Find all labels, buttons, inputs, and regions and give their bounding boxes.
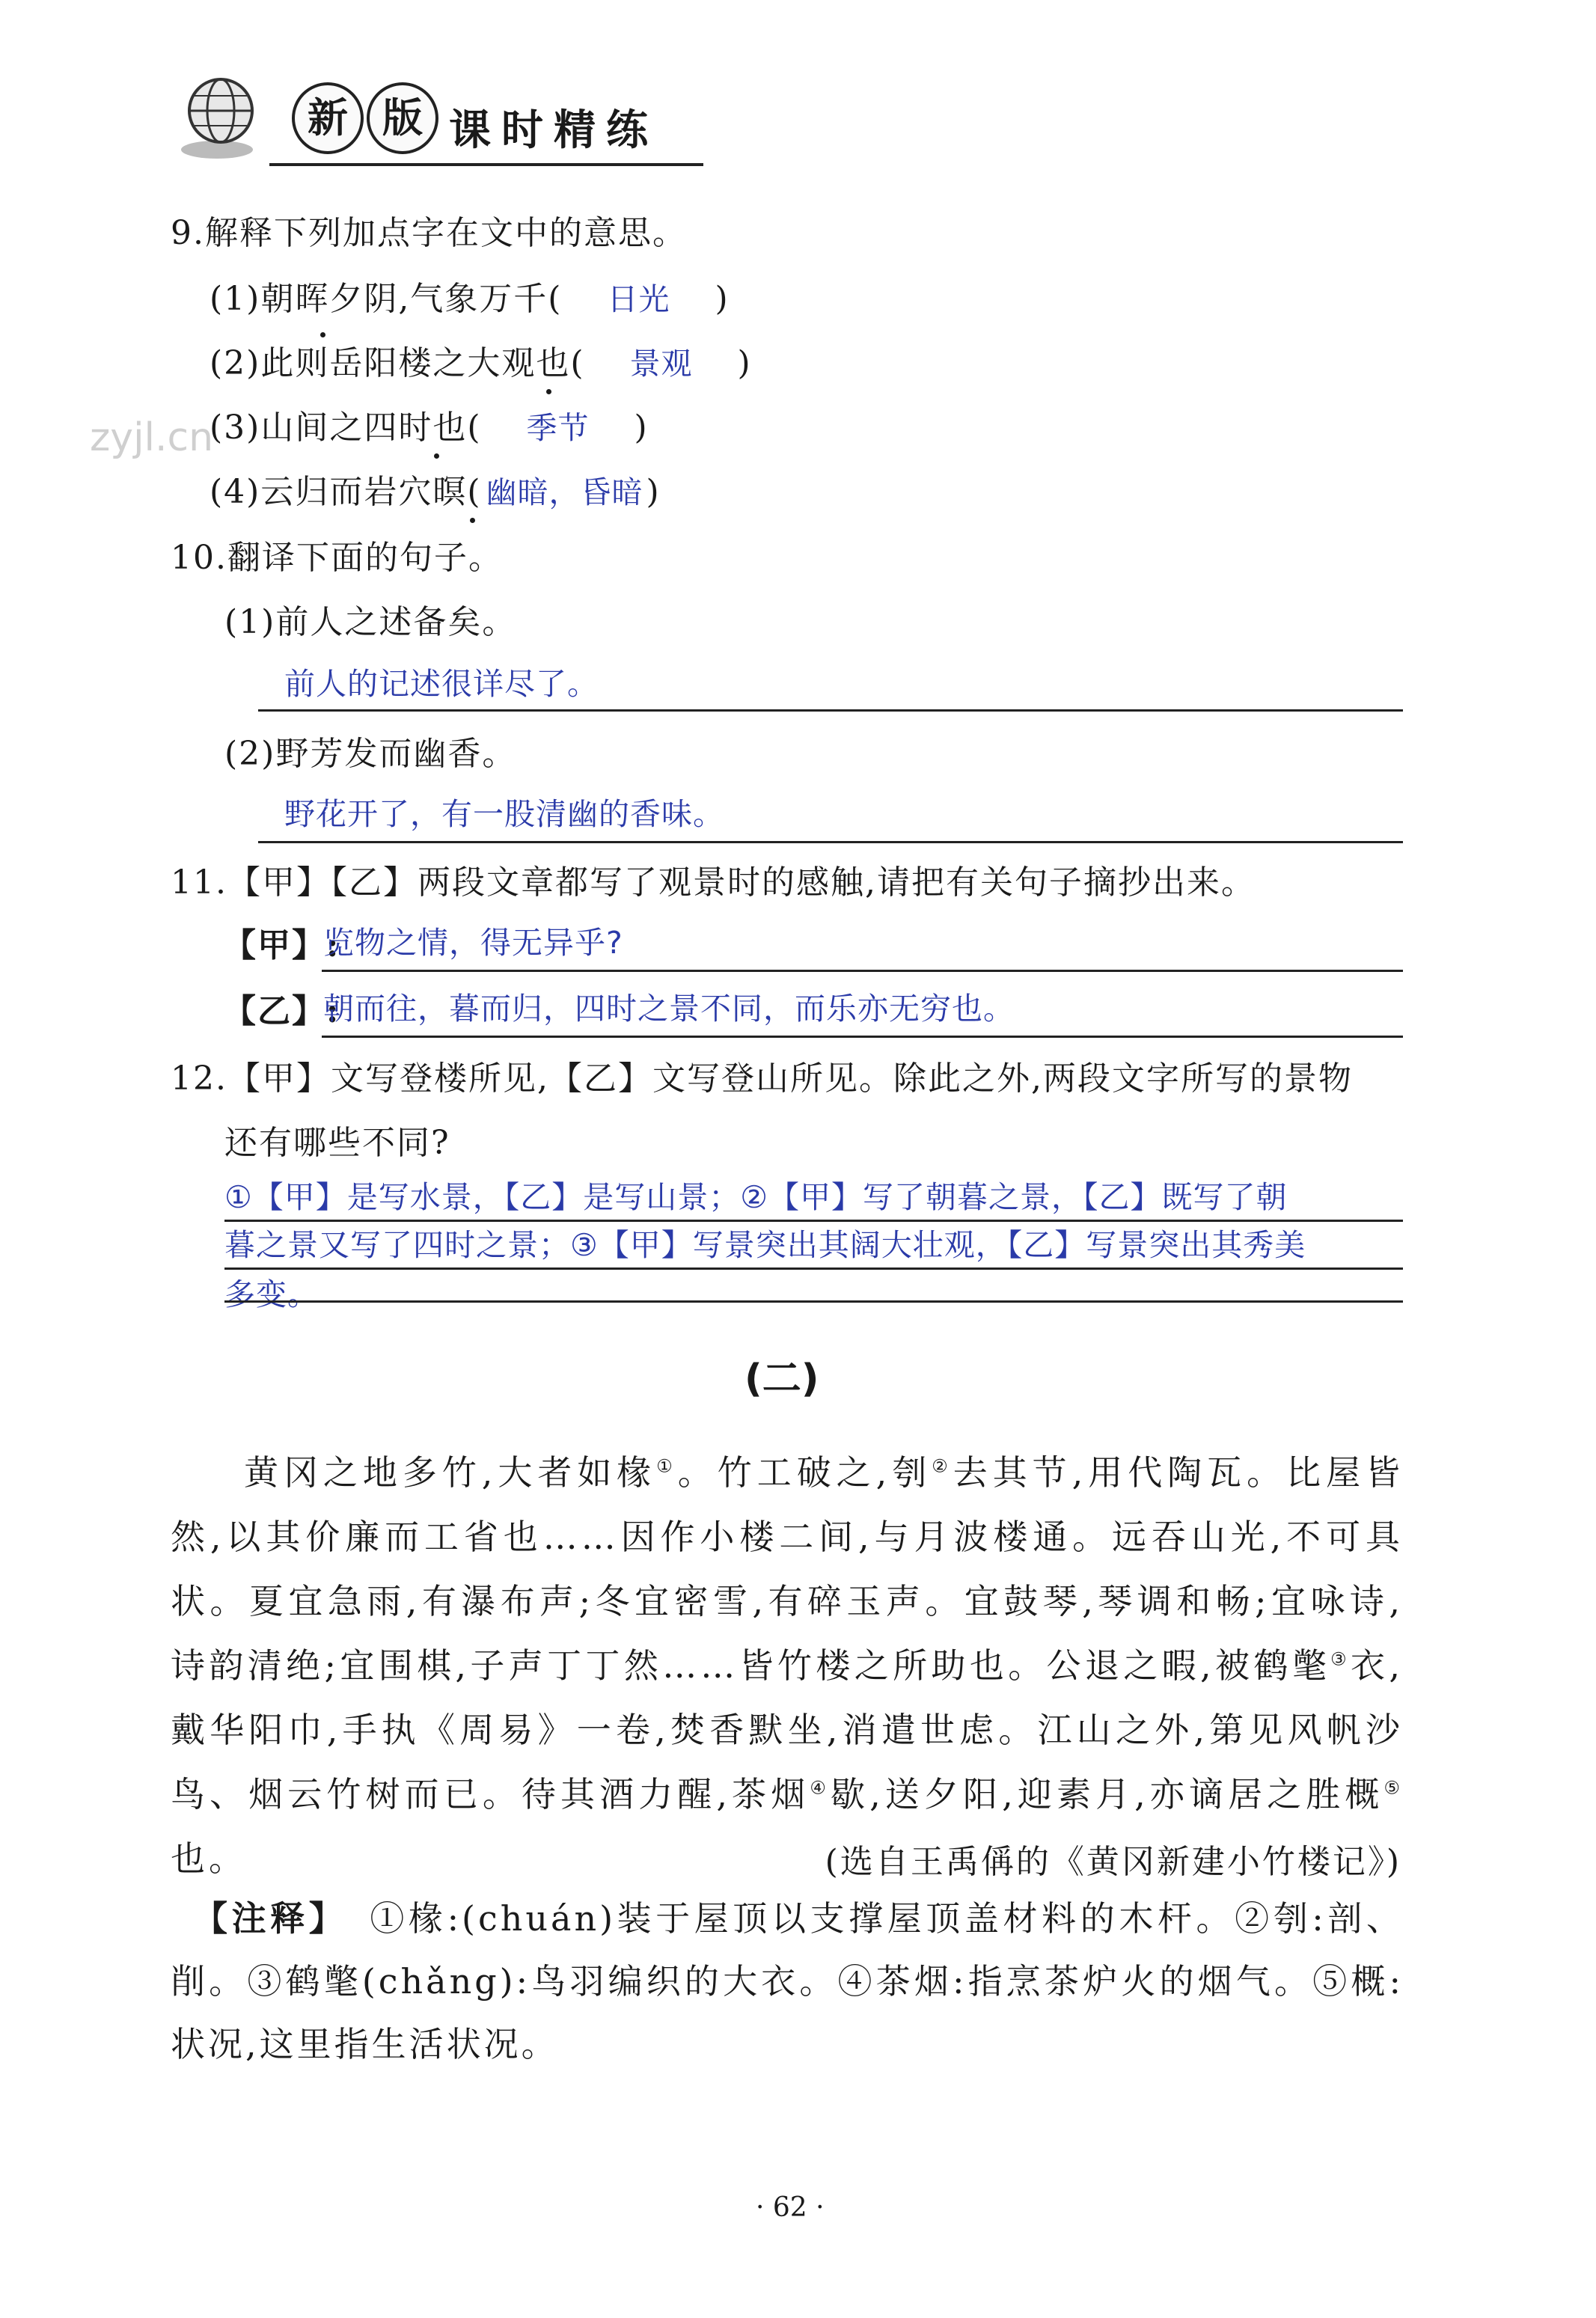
note-mark: ① [656,1455,678,1477]
q9-item-2-close: ) [737,344,752,382]
q9-item-3-answer: 季节 [526,410,590,446]
passage-text: 也。 [171,1838,247,1879]
q10-item-2-text: (2)野芳发而幽香。 [224,735,517,773]
emphasis-dot [320,332,325,337]
notes-text: ①椽:(chuán)装于屋顶以支撑屋顶盖材料的木杆。②刳:剖、削。③鹤氅(chǎng):鸟羽编织的大衣。④茶烟:指烹茶炉火的烟气。⑤概:状况,这里指生活状况。 [171,1898,1404,2064]
emphasis-dot [470,518,475,523]
passage-text: 去其节,用代陶瓦。比屋皆然,以其价廉而工省也……因作小楼二间,与月波楼通。远吞山光,不可具状。夏宜急雨,有瀑布声;冬宜密雪,有碎玉声。宜鼓琴,琴调和畅;宜咏诗,诗韵清绝;宜围棋,子声丁丁然……皆竹楼之所助也。公退之暇,被鹤氅 [171,1452,1404,1686]
answer-line [322,1036,1403,1038]
passage-paragraph [171,1440,1404,1891]
header-badge-ban: 版 [367,82,438,154]
watermark: zyjl.cn [90,415,214,460]
q9-item-3 [210,406,649,450]
q12-stem-line1: 12.【甲】文写登楼所见,【乙】文写登山所见。除此之外,两段文字所写的景物 [171,1059,1353,1098]
note-mark: ⑤ [1383,1777,1404,1799]
passage-text: 黄冈之地多竹,大者如椽 [242,1452,657,1493]
answer-line [224,1220,1403,1222]
passage-text: 歇,送夕阳,迎素月,亦谪居之胜概 [830,1774,1384,1814]
q12-stem-line2: 还有哪些不同? [224,1124,450,1162]
q9-item-1-text: (1)朝晖夕阴,气象万千( [210,280,563,318]
header-rule [269,163,703,166]
answer-line [224,1300,1403,1303]
q9-item-4 [210,470,661,515]
q10-item-1-answer: 前人的记述很详尽了。 [284,666,599,702]
header [180,52,703,165]
page-number: · 62 · [756,2192,825,2223]
q10-stem: 10.翻译下面的句子。 [171,539,503,577]
q9-item-2-text: (2)此则岳阳楼之大观也( [210,344,585,382]
q10-item-1-text: (1)前人之述备矣。 [224,603,517,641]
passage-source: (选自王禹偁的《黄冈新建小竹楼记》) [825,1843,1401,1881]
q9-item-4-close: ) [646,473,661,511]
q11-jia-answer: 览物之情，得无异乎? [323,925,623,961]
notes [171,1887,1404,2076]
globe-icon [180,67,269,165]
q9-item-1-answer: 日光 [607,281,670,317]
section-heading: (二) [745,1357,819,1401]
notes-label: 【注释】 [193,1898,348,1939]
passage-text: 。竹工破之,刳 [677,1452,932,1493]
q9-item-1 [210,277,730,322]
q9-stem: 9.解释下列加点字在文中的意思。 [171,214,687,252]
q11-stem: 11.【甲】【乙】两段文章都写了观景时的感触,请把有关句子摘抄出来。 [171,863,1256,902]
answer-line [224,1267,1403,1270]
q10-item-2-answer: 野花开了，有一股清幽的香味。 [284,796,724,832]
passage-text: 衣,戴华阳巾,手执《周易》一卷,焚香默坐,消遣世虑。江山之外,第见风帆沙鸟、烟云竹树而已。待其酒力醒,茶烟 [171,1645,1404,1814]
note-mark: ④ [810,1777,831,1799]
q11-jia-label: 【甲】: [223,926,340,964]
q11-yi-label: 【乙】: [223,992,340,1030]
answer-line [258,709,1403,712]
q9-item-3-close: ) [634,409,649,447]
q12-answer-line1: ①【甲】是写水景，【乙】是写山景；②【甲】写了朝暮之景，【乙】既写了朝 [224,1179,1288,1215]
note-mark: ③ [1330,1648,1351,1670]
q9-item-4-text: (4)云归而岩穴暝( [210,473,482,511]
answer-line [322,970,1403,972]
emphasis-dot [434,453,439,459]
emphasis-dot [546,389,551,394]
q12-answer-line3: 多变。 [224,1276,319,1312]
q11-yi-answer: 朝而往，暮而归，四时之景不同，而乐亦无穷也。 [323,991,1015,1027]
answer-line [258,841,1403,843]
q12-answer-line2: 暮之景又写了四时之景；③【甲】写景突出其阔大壮观，【乙】写景突出其秀美 [224,1227,1306,1263]
q9-item-3-text: (3)山间之四时也( [210,409,482,447]
q9-item-2-answer: 景观 [629,346,693,382]
note-mark: ② [932,1455,953,1477]
q9-item-4-answer: 幽暗，昏暗 [486,474,643,510]
q9-item-2 [210,341,752,386]
header-badge-xin: 新 [292,82,364,154]
header-title: 课时精练 [449,106,658,155]
q9-item-1-close: ) [715,280,730,318]
